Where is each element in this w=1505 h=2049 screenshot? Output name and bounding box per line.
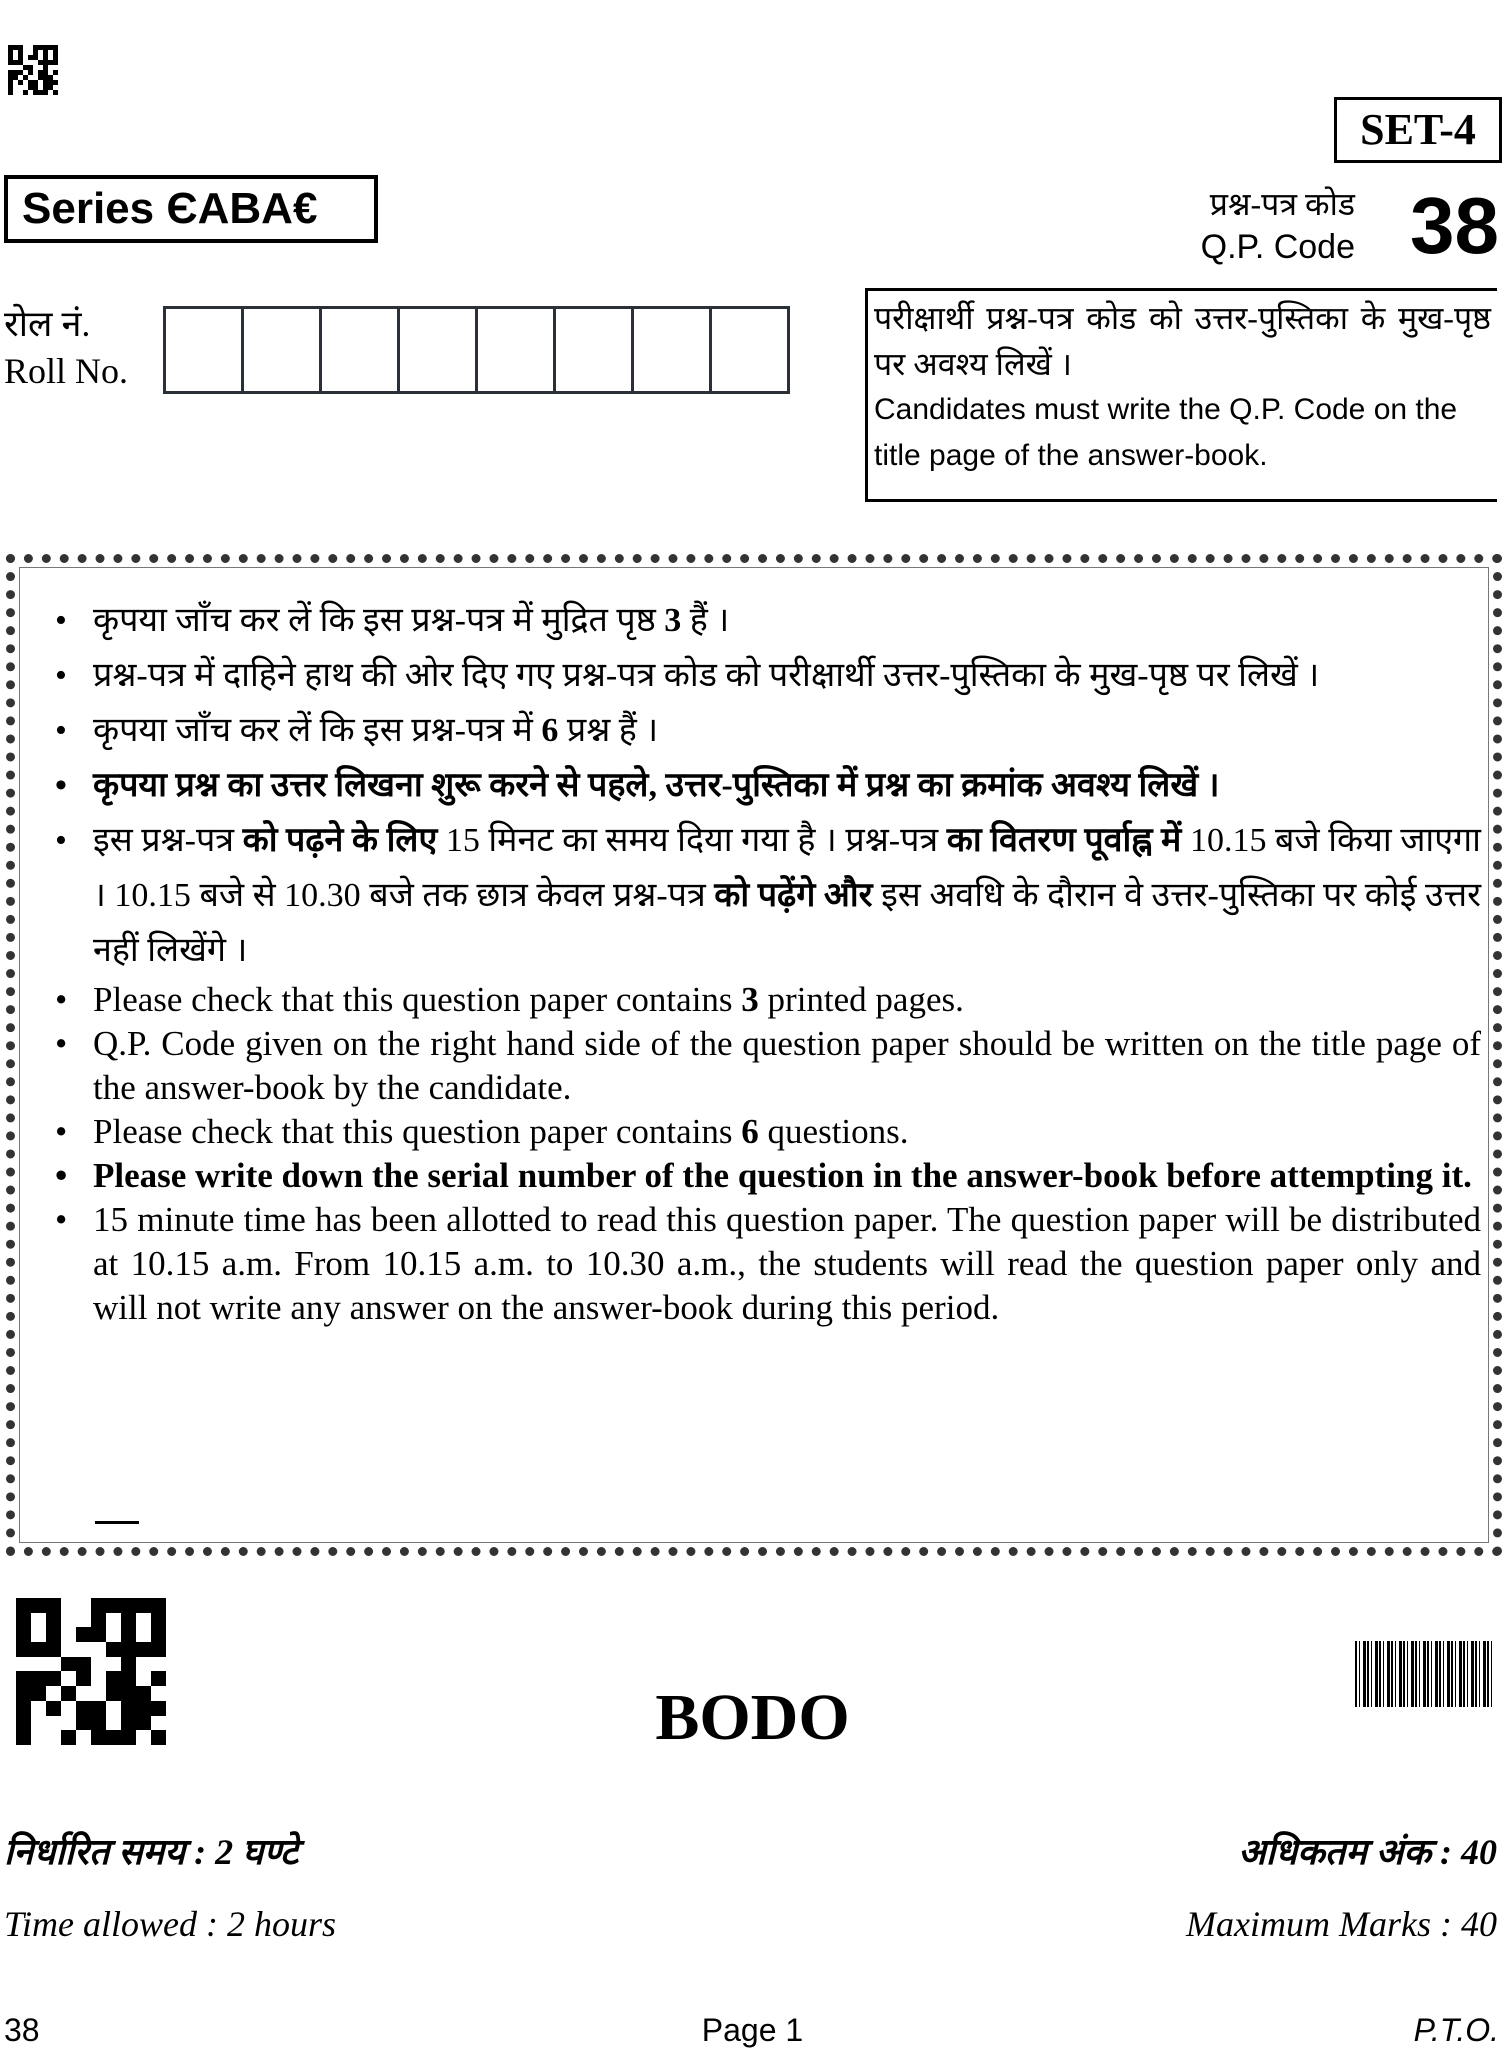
- qr-code-small: [8, 45, 58, 95]
- text-bold: को पढ़ेंगे और: [714, 877, 873, 914]
- text: 10.15 बजे किया जाएगा । 10.15 बजे से 10.30 बजे तक छात्र केवल प्रश्न-पत्र: [93, 822, 1481, 914]
- text: इस अवधि के दौरान वे उत्तर-पुस्तिका पर कोई उत्तर नहीं लिखेंगे ।: [93, 877, 1481, 969]
- instruction-item: • 15 minute time has been allotted to read this question paper. The question paper will be distributed at 10.15 a.m. From 10.15 a.m. to 10.30 a.m., the students will read the question paper only and will not write any answer on the answer-book during this period.: [51, 1198, 1481, 1330]
- roll-number-boxes[interactable]: [163, 306, 790, 394]
- text: questions.: [758, 1112, 909, 1151]
- closing-dash: [95, 1521, 139, 1524]
- instruction-item: [51, 978, 1481, 1022]
- max-marks-hindi: अधिकतम अंक : 40: [1238, 1832, 1497, 1872]
- text: printed pages.: [758, 980, 964, 1019]
- time-allowed: Time allowed : 2 hours: [4, 1904, 337, 1944]
- qp-code-label: Q.P. Code: [1200, 228, 1355, 266]
- instruction-item: [51, 593, 1481, 648]
- instructions-list: [51, 593, 1481, 1330]
- instruction-item: • Please write down the serial number of the question in the answer-book before attempting it.: [51, 1154, 1481, 1198]
- notice-english: Candidates must write the Q.P. Code on the title page of the answer-book.: [874, 393, 1458, 472]
- max-marks: Maximum Marks : 40: [1186, 1904, 1497, 1944]
- roll-digit-box[interactable]: [478, 309, 556, 391]
- page-count: 3: [664, 602, 682, 639]
- roll-digit-box[interactable]: [400, 309, 478, 391]
- footer-pto: P.T.O.: [1413, 2012, 1499, 2048]
- text: प्रश्न हैं ।: [558, 712, 659, 749]
- text: हैं ।: [681, 602, 730, 639]
- roll-digit-box[interactable]: [322, 309, 400, 391]
- instruction-item: • Q.P. Code given on the right hand side of the question paper should be written on the title page of the answer-book by the candidate.: [51, 1022, 1481, 1110]
- footer-page-number: Page 1: [701, 2012, 804, 2048]
- set-number-box: [1334, 97, 1502, 163]
- text-bold: का वितरण पूर्वाह्न में: [946, 822, 1182, 859]
- subject-title: BODO: [655, 1681, 850, 1754]
- text: कृपया जाँच कर लें कि इस प्रश्न-पत्र में मुद्रित पृष्ठ: [93, 602, 665, 639]
- notice-hindi: परीक्षार्थी प्रश्न-पत्र कोड को उत्तर-पुस्तिका के मुख-पृष्ठ पर अवश्य लिखें ।: [874, 300, 1491, 382]
- qp-code-notice-box: [865, 288, 1497, 502]
- question-count: 6: [741, 1112, 759, 1151]
- set-label: SET-4: [1360, 105, 1476, 154]
- text: इस प्रश्न-पत्र: [93, 822, 243, 859]
- instruction-item: • प्रश्न-पत्र में दाहिने हाथ की ओर दिए गए प्रश्न-पत्र कोड को परीक्षार्थी उत्तर-पुस्तिका के मुख-पृष्ठ पर लिखें ।: [51, 648, 1481, 703]
- roll-label: Roll No.: [4, 351, 129, 391]
- roll-digit-box[interactable]: [556, 309, 634, 391]
- roll-digit-box[interactable]: [712, 309, 787, 391]
- series-box: [4, 175, 378, 243]
- roll-digit-box[interactable]: [166, 309, 244, 391]
- question-count: 6: [541, 712, 559, 749]
- series-label: Series ЄABA€: [22, 184, 318, 233]
- text-bold: को पढ़ने के लिए: [242, 822, 438, 859]
- instruction-item: [51, 703, 1481, 758]
- instruction-item: [51, 813, 1481, 978]
- text: 15 मिनट का समय दिया गया है । प्रश्न-पत्र: [437, 822, 947, 859]
- text: Please check that this question paper contains: [93, 1112, 742, 1151]
- instruction-item: • कृपया प्रश्न का उत्तर लिखना शुरू करने से पहले, उत्तर-पुस्तिका में प्रश्न का क्रमांक अवश्य लिखें ।: [51, 758, 1481, 813]
- text: कृपया जाँच कर लें कि इस प्रश्न-पत्र में: [93, 712, 542, 749]
- roll-digit-box[interactable]: [244, 309, 322, 391]
- time-allowed-hindi: निर्धारित समय : 2 घण्टे: [4, 1832, 299, 1872]
- qp-code-value: 38: [1410, 181, 1499, 270]
- qp-code-label-hindi: प्रश्न-पत्र कोड: [1209, 186, 1355, 222]
- instruction-item: [51, 1110, 1481, 1154]
- page-count: 3: [741, 980, 759, 1019]
- text: Please check that this question paper contains: [93, 980, 742, 1019]
- barcode: [1355, 1641, 1492, 1707]
- roll-label-hindi: रोल नं.: [4, 304, 91, 344]
- roll-digit-box[interactable]: [634, 309, 712, 391]
- instructions-box: [6, 554, 1502, 1556]
- footer-qp-code: 38: [4, 2012, 40, 2048]
